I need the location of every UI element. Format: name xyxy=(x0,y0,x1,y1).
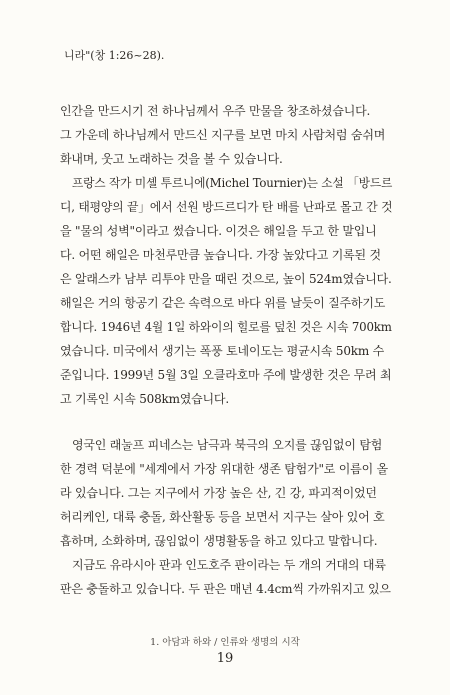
text-line: 허리케인, 대륙 충돌, 화산활동 등을 보면서 지구는 살아 있어 호 xyxy=(60,510,385,524)
text-line: 흡하며, 소화하며, 끊임없이 생명활동을 하고 있다고 말합니다. xyxy=(60,534,378,548)
text-line: 영국인 래눌프 피네스는 남극과 북극의 오지를 끊임없이 탐험 xyxy=(72,438,383,452)
text-line: 한 경력 덕분에 "세계에서 가장 위대한 생존 탐험가"로 이름이 올 xyxy=(60,462,388,476)
page-number: 19 xyxy=(216,651,234,666)
scripture-reference: 니라"(창 1:26~28). xyxy=(64,49,165,62)
text-line: 다. 어떤 해일은 마천루만큼 높습니다. 가장 높았다고 기록된 것 xyxy=(60,248,381,262)
text-line: 지금도 유라시아 판과 인도호주 판이라는 두 개의 거대의 대륙 xyxy=(72,558,386,572)
text-line: 였습니다. 미국에서 생기는 폭풍 토네이도는 평균시속 50km 수 xyxy=(60,344,385,358)
text-line: 라 있습니다. 그는 지구에서 가장 높은 산, 긴 강, 파괴적이었던 xyxy=(60,486,377,500)
text-line: 준입니다. 1999년 5월 3일 오클라호마 주에 발생한 것은 무려 최 xyxy=(60,368,392,382)
text-line: 프랑스 작가 미셸 투르니에(Michel Tournier)는 소설 「방드르 xyxy=(72,176,393,190)
text-line: 해일은 거의 항공기 같은 속력으로 바다 위를 날듯이 질주하기도 xyxy=(60,296,386,310)
text-line: 고 기록인 시속 508km였습니다. xyxy=(60,392,229,406)
text-line: 합니다. 1946년 4월 1일 하와이의 힐로를 덮친 것은 시속 700km xyxy=(60,320,392,334)
text-line: 을 "물의 성벽"이라고 썼습니다. 이것은 해일을 두고 한 말입니 xyxy=(60,224,377,238)
text-line: 판은 충돌하고 있습니다. 두 판은 매년 4.4cm씩 가까워지고 있으 xyxy=(60,582,391,596)
running-footer: 1. 아담과 하와 / 인류와 생명의 시작 xyxy=(150,637,300,648)
text-line: 인간을 만드시기 전 하나님께서 우주 만물을 창조하셨습니다. xyxy=(60,104,371,118)
text-line: 은 알래스카 남부 리투야 만을 때린 것으로, 높이 524m였습니다. xyxy=(60,272,392,286)
text-line: 화내며, 웃고 노래하는 것을 볼 수 있습니다. xyxy=(60,152,283,166)
text-line: 그 가운데 하나님께서 만드신 지구를 보면 마치 사람처럼 숨쉬며 xyxy=(60,128,386,142)
text-line: 디, 태평양의 끝」에서 선원 방드르디가 탄 배를 난파로 몰고 간 것 xyxy=(60,200,393,214)
